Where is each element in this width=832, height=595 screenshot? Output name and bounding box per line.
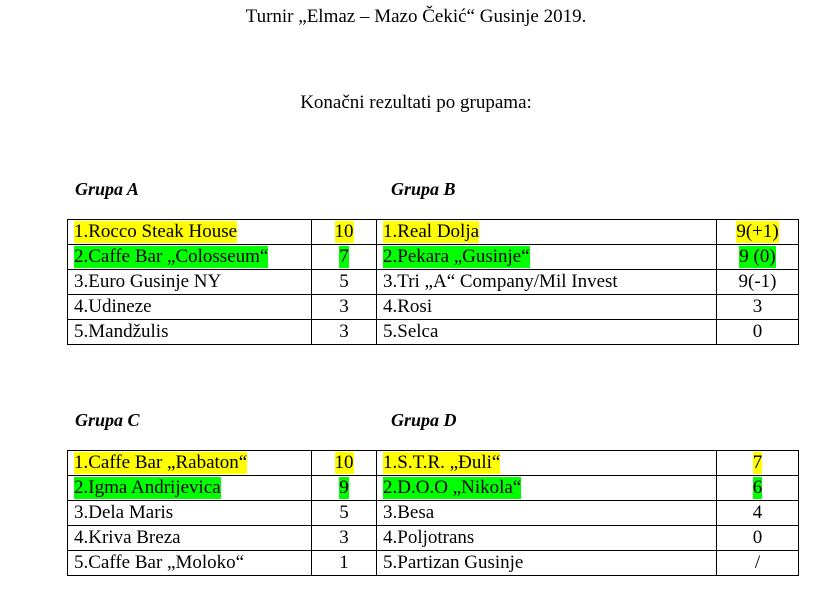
points-cell: 9(+1) bbox=[717, 220, 799, 245]
page-subtitle: Konačni rezultati po grupama: bbox=[300, 92, 532, 113]
points-cell: 6 bbox=[717, 476, 799, 501]
points-cell: 3 bbox=[312, 320, 377, 345]
page-title: Turnir „Elmaz – Mazo Čekić“ Gusinje 2019. bbox=[245, 6, 587, 27]
results-table-c-d bbox=[67, 450, 799, 576]
group-c-heading: Grupa C bbox=[75, 410, 140, 430]
table-row bbox=[68, 295, 799, 320]
team-cell: 5.Partizan Gusinje bbox=[377, 551, 717, 576]
team-cell: 1.Real Dolja bbox=[377, 220, 717, 245]
points-cell: 0 bbox=[717, 320, 799, 345]
team-cell: 4.Poljotrans bbox=[377, 526, 717, 551]
points-cell: 10 bbox=[312, 220, 377, 245]
points-cell: 3 bbox=[312, 526, 377, 551]
table-row bbox=[68, 501, 799, 526]
results-table-a-b bbox=[67, 219, 799, 345]
points-cell: 7 bbox=[312, 245, 377, 270]
points-cell: 7 bbox=[717, 451, 799, 476]
team-cell: 5.Selca bbox=[377, 320, 717, 345]
team-cell: 5.Caffe Bar „Moloko“ bbox=[68, 551, 312, 576]
table-row bbox=[68, 551, 799, 576]
team-cell: 3.Besa bbox=[377, 501, 717, 526]
table-row bbox=[68, 270, 799, 295]
team-cell: 1.Caffe Bar „Rabaton“ bbox=[68, 451, 312, 476]
table-row bbox=[68, 526, 799, 551]
points-cell: 5 bbox=[312, 501, 377, 526]
team-cell: 2.Caffe Bar „Colosseum“ bbox=[68, 245, 312, 270]
points-cell: 4 bbox=[717, 501, 799, 526]
points-cell: 9(-1) bbox=[717, 270, 799, 295]
team-cell: 2.D.O.O „Nikola“ bbox=[377, 476, 717, 501]
table-row bbox=[68, 245, 799, 270]
points-cell: 5 bbox=[312, 270, 377, 295]
points-cell: 3 bbox=[312, 295, 377, 320]
team-cell: 3.Tri „A“ Company/Mil Invest bbox=[377, 270, 717, 295]
team-cell: 3.Euro Gusinje NY bbox=[68, 270, 312, 295]
team-cell: 3.Dela Maris bbox=[68, 501, 312, 526]
team-cell: 4.Rosi bbox=[377, 295, 717, 320]
team-cell: 2.Pekara „Gusinje“ bbox=[377, 245, 717, 270]
points-cell: / bbox=[717, 551, 799, 576]
points-cell: 9 bbox=[312, 476, 377, 501]
points-cell: 9 (0) bbox=[717, 245, 799, 270]
table-row bbox=[68, 320, 799, 345]
points-cell: 1 bbox=[312, 551, 377, 576]
team-cell: 4.Kriva Breza bbox=[68, 526, 312, 551]
team-cell: 5.Mandžulis bbox=[68, 320, 312, 345]
points-cell: 0 bbox=[717, 526, 799, 551]
table-row bbox=[68, 476, 799, 501]
team-cell: 4.Udineze bbox=[68, 295, 312, 320]
team-cell: 2.Igma Andrijevica bbox=[68, 476, 312, 501]
group-a-heading: Grupa A bbox=[75, 179, 139, 199]
points-cell: 3 bbox=[717, 295, 799, 320]
group-b-heading: Grupa B bbox=[391, 179, 456, 199]
team-cell: 1.S.T.R. „Đuli“ bbox=[377, 451, 717, 476]
table-row bbox=[68, 451, 799, 476]
points-cell: 10 bbox=[312, 451, 377, 476]
team-cell: 1.Rocco Steak House bbox=[68, 220, 312, 245]
table-row bbox=[68, 220, 799, 245]
group-d-heading: Grupa D bbox=[391, 410, 457, 430]
